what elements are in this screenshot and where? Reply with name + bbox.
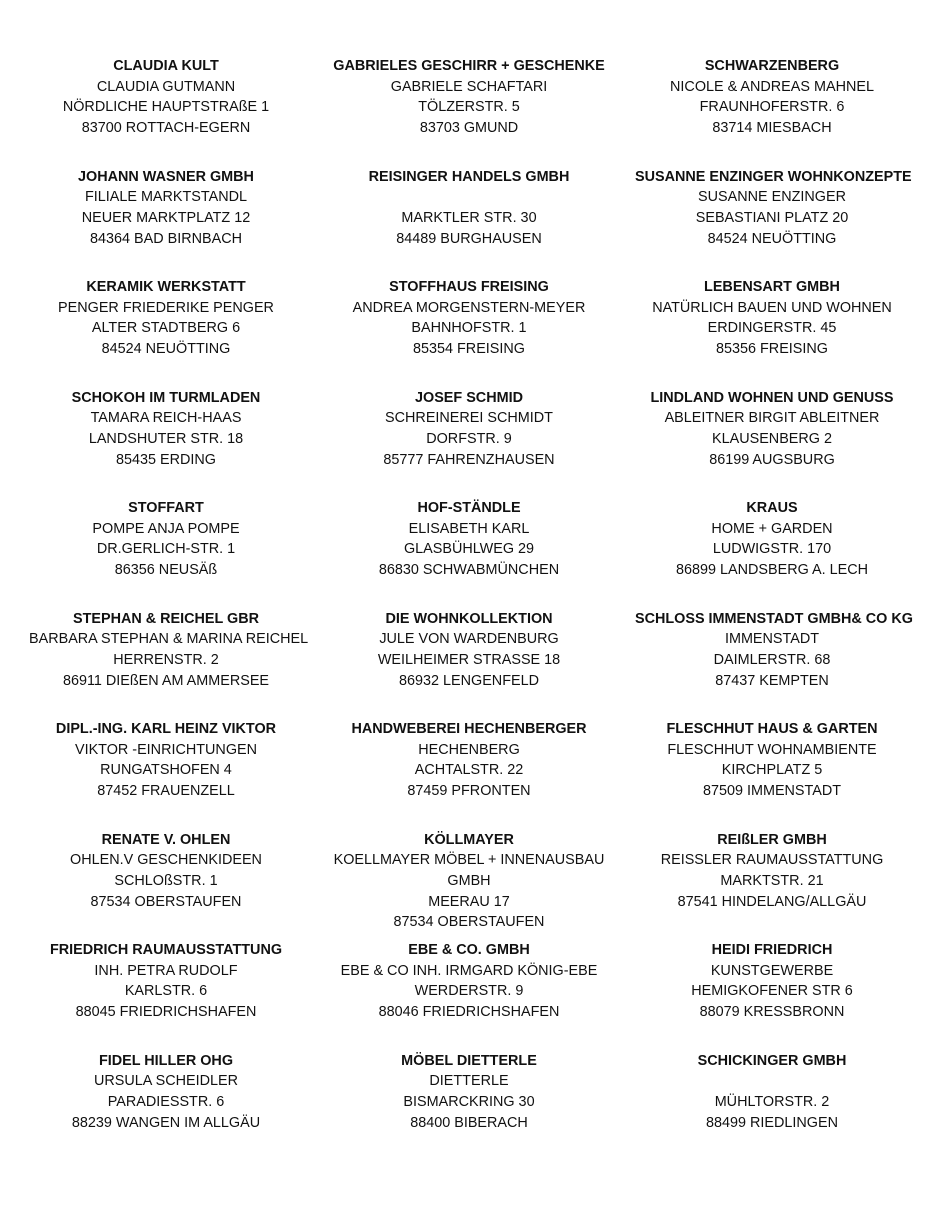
address-entry (29, 498, 303, 609)
address-line: VIKTOR -EINRICHTUNGEN (74, 741, 258, 758)
address-entry (635, 940, 909, 1051)
address-line: POMPE ANJA POMPE (92, 520, 240, 537)
address-line: RUNGATSHOFEN 4 (100, 762, 232, 779)
address-entry (29, 167, 303, 278)
company-name: DIPL.-ING. KARL HEINZ VIKTOR (55, 721, 277, 737)
address-line: SCHLOßSTR. 1 (114, 872, 218, 889)
address-line: MÜHLTORSTR. 2 (714, 1093, 830, 1110)
address-line: 86830 SCHWABMÜNCHEN (378, 562, 560, 579)
address-line: REISSLER RAUMAUSSTATTUNG (660, 852, 884, 869)
address-line: 86899 LANDSBERG A. LECH (676, 562, 868, 579)
address-line: ABLEITNER BIRGIT ABLEITNER (664, 410, 880, 427)
address-line: 88079 KRESSBRONN (699, 1004, 845, 1021)
company-name: REISINGER HANDELS GMBH (368, 168, 570, 185)
address-grid (29, 56, 913, 1161)
company-name: KÖLLMAYER (424, 831, 514, 848)
address-line: TAMARA REICH-HAAS (90, 410, 242, 427)
address-line: KARLSTR. 6 (124, 983, 208, 1000)
company-name: LEBENSART GMBH (704, 279, 840, 295)
address-line: SUSANNE ENZINGER (698, 189, 846, 206)
address-line: IMMENSTADT (724, 631, 820, 648)
address-line: 83714 MIESBACH (712, 120, 832, 137)
address-line: 83700 ROTTACH-EGERN (81, 120, 251, 137)
company-name: RENATE V. OHLEN (101, 831, 231, 848)
address-line: JULE VON WARDENBURG (379, 631, 559, 648)
address-line: HECHENBERG (418, 741, 520, 758)
company-name: KERAMIK WERKSTATT (86, 279, 246, 295)
address-line: NÖRDLICHE HAUPTSTRAßE 1 (62, 99, 270, 116)
address-entry (29, 1051, 303, 1162)
address-line: BARBARA STEPHAN & MARINA REICHEL (29, 631, 309, 648)
address-line: GLASBÜHLWEG 29 (403, 541, 535, 558)
address-entry (29, 609, 309, 720)
address-line: ALTER STADTBERG 6 (91, 320, 241, 337)
address-line: 84489 BURGHAUSEN (396, 230, 542, 247)
company-name: STOFFART (128, 500, 204, 516)
address-line: DR.GERLICH-STR. 1 (96, 541, 236, 558)
address-line: 88046 FRIEDRICHSHAFEN (378, 1004, 560, 1021)
address-line: 84524 NEUÖTTING (101, 341, 231, 358)
address-line: 86199 AUGSBURG (709, 451, 835, 468)
company-name: REIßLER GMBH (717, 831, 827, 848)
address-line: 85777 FAHRENZHAUSEN (383, 451, 555, 468)
address-line: KLAUSENBERG 2 (712, 430, 832, 447)
address-entry (29, 719, 303, 830)
address-entry (29, 56, 303, 167)
address-line: LANDSHUTER STR. 18 (88, 430, 244, 447)
company-name: HEIDI FRIEDRICH (711, 942, 833, 958)
address-line: GMBH (447, 872, 491, 889)
address-line: DORFSTR. 9 (426, 430, 512, 447)
address-line: 85435 ERDING (116, 451, 216, 468)
company-name: SCHICKINGER GMBH (697, 1052, 847, 1069)
address-line: 83703 GMUND (419, 120, 519, 137)
address-entry (635, 388, 909, 499)
address-line: FRAUNHOFERSTR. 6 (699, 99, 845, 116)
company-name: JOSEF SCHMID (415, 389, 523, 406)
address-line: MEERAU 17 (428, 893, 510, 910)
address-entry (303, 1051, 635, 1162)
address-entry (303, 56, 635, 167)
address-line: HOME + GARDEN (711, 520, 833, 537)
company-name: HANDWEBEREI HECHENBERGER (351, 721, 587, 737)
address-entry (29, 830, 303, 941)
company-name: GABRIELES GESCHIRR + GESCHENKE (333, 58, 605, 74)
address-line: OHLEN.V GESCHENKIDEEN (70, 852, 262, 869)
address-line: 86932 LENGENFELD (399, 672, 539, 689)
company-name: FLESCHHUT HAUS & GARTEN (666, 721, 878, 737)
address-line: 86911 DIEßEN AM AMMERSEE (62, 672, 270, 689)
address-line: GABRIELE SCHAFTARI (390, 78, 548, 95)
company-name: HOF-STÄNDLE (417, 500, 521, 516)
company-name: STOFFHAUS FREISING (389, 279, 549, 295)
address-line: FILIALE MARKTSTANDL (84, 189, 248, 206)
address-entry (635, 830, 909, 941)
address-line: NATÜRLICH BAUEN UND WOHNEN (652, 299, 892, 316)
address-line: TÖLZERSTR. 5 (418, 99, 520, 116)
address-line: EBE & CO INH. IRMGARD KÖNIG-EBE (340, 962, 598, 979)
company-name: DIE WOHNKOLLEKTION (385, 610, 553, 627)
address-line: INH. PETRA RUDOLF (94, 962, 238, 979)
company-name: STEPHAN & REICHEL GBR (72, 610, 260, 627)
address-line: ANDREA MORGENSTERN-MEYER (352, 299, 586, 316)
company-name: FRIEDRICH RAUMAUSSTATTUNG (49, 942, 283, 958)
address-line: KIRCHPLATZ 5 (721, 762, 823, 779)
address-line: 88045 FRIEDRICHSHAFEN (75, 1004, 257, 1021)
address-entry (635, 56, 909, 167)
address-line: ACHTALSTR. 22 (414, 762, 524, 779)
address-line: CLAUDIA GUTMANN (96, 78, 236, 95)
address-line: MARKTSTR. 21 (720, 872, 824, 889)
address-line: PARADIESSTR. 6 (107, 1093, 225, 1110)
address-line: BISMARCKRING 30 (403, 1093, 535, 1110)
company-name: SCHLOSS IMMENSTADT GMBH& CO KG (635, 610, 913, 627)
company-name: SUSANNE ENZINGER WOHNKONZEPTE (635, 168, 912, 185)
company-name: EBE & CO. GMBH (408, 942, 530, 958)
address-line: SCHREINEREI SCHMIDT (385, 410, 553, 427)
address-line: 85354 FREISING (413, 341, 525, 358)
address-entry (635, 1051, 909, 1162)
address-line: LUDWIGSTR. 170 (712, 541, 832, 558)
address-line: BAHNHOFSTR. 1 (411, 320, 527, 337)
address-line: 87437 KEMPTEN (715, 672, 829, 689)
address-line: 88400 BIBERACH (410, 1114, 528, 1131)
address-entry (303, 388, 635, 499)
company-name: CLAUDIA KULT (113, 58, 219, 74)
company-name: KRAUS (746, 500, 798, 516)
address-line: ELISABETH KARL (408, 520, 530, 537)
address-line: URSULA SCHEIDLER (94, 1073, 238, 1090)
company-name: LINDLAND WOHNEN UND GENUSS (650, 389, 894, 406)
address-line: PENGER FRIEDERIKE PENGER (58, 299, 274, 316)
company-name: SCHWARZENBERG (704, 58, 840, 74)
address-line: NEUER MARKTPLATZ 12 (81, 209, 251, 226)
address-entry (29, 940, 303, 1051)
address-entry (303, 167, 635, 278)
address-line: 87541 HINDELANG/ALLGÄU (677, 893, 867, 910)
address-line: 87534 OBERSTAUFEN (90, 893, 242, 910)
address-line (303, 187, 635, 208)
address-entry (303, 277, 635, 388)
address-entry (635, 277, 909, 388)
address-line: WEILHEIMER STRASSE 18 (377, 651, 561, 668)
address-entry (635, 167, 912, 278)
address-line: ERDINGERSTR. 45 (707, 320, 837, 337)
address-line: WERDERSTR. 9 (414, 983, 524, 1000)
address-entry (635, 719, 909, 830)
address-line: 84524 NEUÖTTING (707, 230, 837, 247)
address-line: DIETTERLE (429, 1073, 509, 1090)
address-line: 88239 WANGEN IM ALLGÄU (71, 1114, 261, 1131)
address-line: NICOLE & ANDREAS MAHNEL (670, 78, 874, 95)
company-name: MÖBEL DIETTERLE (401, 1052, 537, 1069)
address-line: FLESCHHUT WOHNAMBIENTE (667, 741, 877, 758)
address-line: MARKTLER STR. 30 (401, 209, 537, 226)
address-line (635, 1071, 909, 1092)
address-line: 87509 IMMENSTADT (702, 783, 842, 800)
address-line: 87452 FRAUENZELL (97, 783, 235, 800)
address-entry (303, 719, 635, 830)
address-entry (303, 830, 635, 941)
address-entry (29, 388, 303, 499)
company-name: SCHOKOH IM TURMLADEN (71, 389, 261, 406)
address-line: 88499 RIEDLINGEN (706, 1114, 838, 1131)
address-entry (29, 277, 303, 388)
address-line: DAIMLERSTR. 68 (713, 651, 831, 668)
company-name: JOHANN WASNER GMBH (78, 168, 254, 185)
address-entry (635, 609, 913, 720)
address-line: 87534 OBERSTAUFEN (393, 914, 545, 931)
address-line: 86356 NEUSÄß (114, 562, 218, 579)
address-entry (303, 940, 635, 1051)
address-entry (635, 498, 909, 609)
address-line: 84364 BAD BIRNBACH (90, 230, 242, 247)
address-entry (303, 609, 635, 720)
address-line: HERRENSTR. 2 (113, 651, 219, 668)
address-line: SEBASTIANI PLATZ 20 (695, 209, 849, 226)
address-entry (303, 498, 635, 609)
address-line: 85356 FREISING (716, 341, 828, 358)
address-line: 87459 PFRONTEN (407, 783, 531, 800)
company-name: FIDEL HILLER OHG (98, 1052, 234, 1069)
address-line: KUNSTGEWERBE (710, 962, 834, 979)
address-line: KOELLMAYER MÖBEL + INNENAUSBAU (333, 852, 605, 869)
address-line: HEMIGKOFENER STR 6 (691, 983, 853, 1000)
